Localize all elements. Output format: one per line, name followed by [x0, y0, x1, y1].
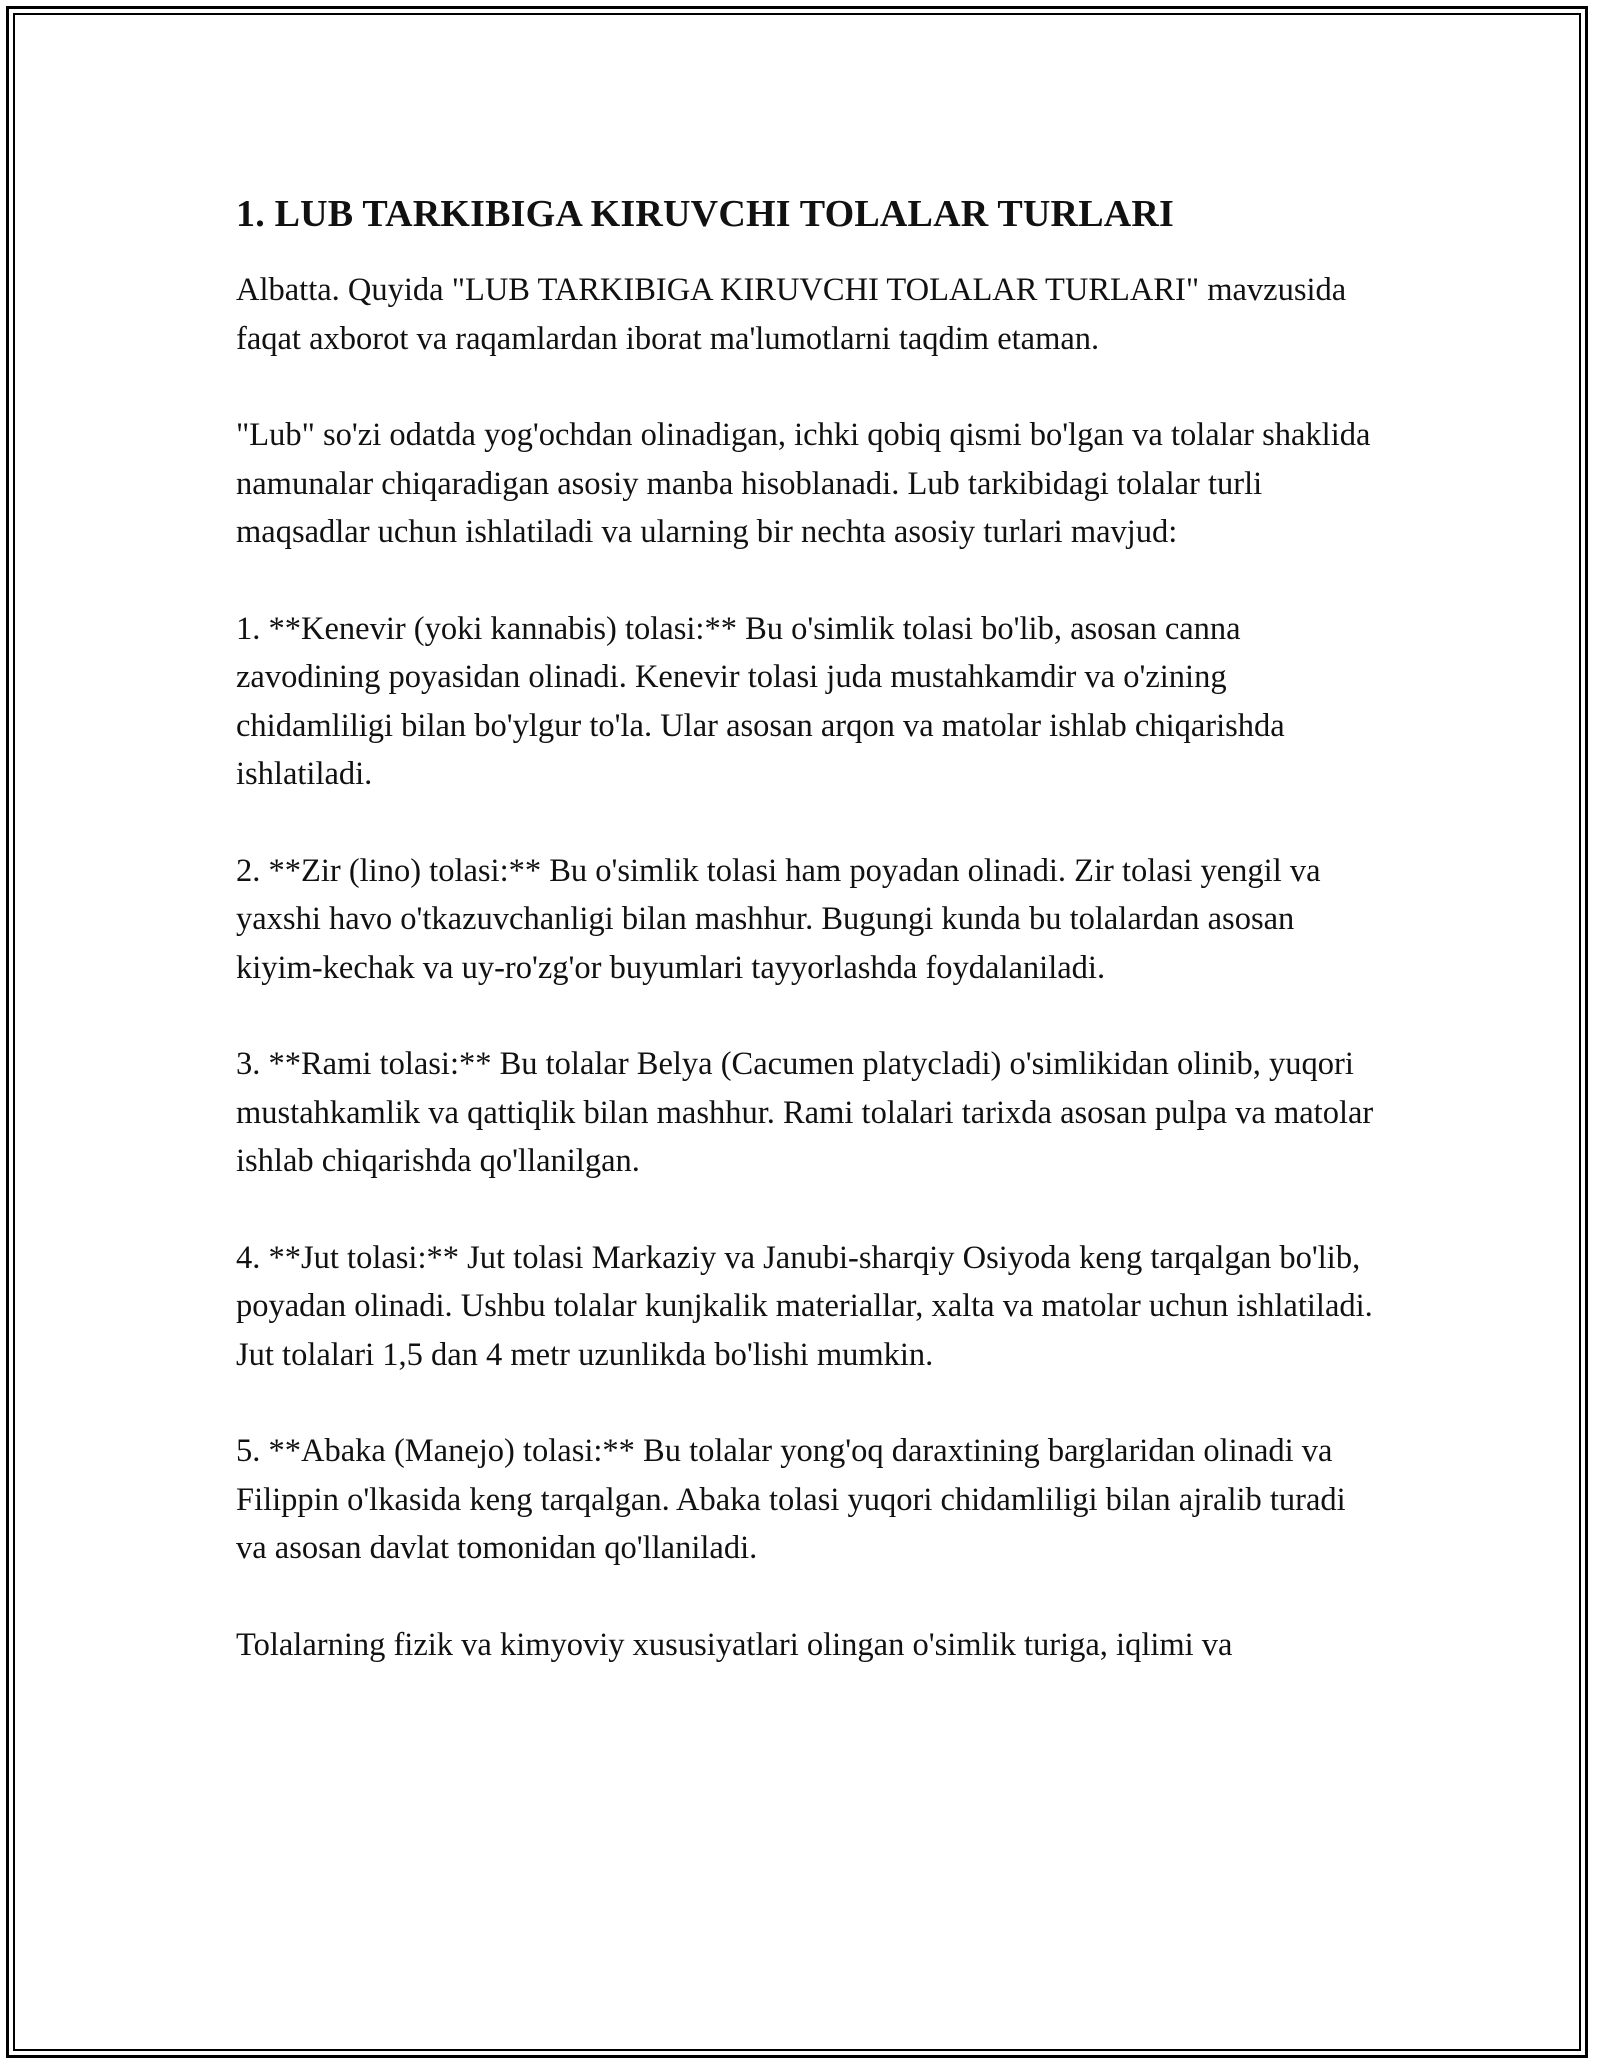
paragraph-lub-definition: "Lub" so'zi odatda yog'ochdan olinadigan, ichki qobiq qismi bo'lgan va tolalar shaklida namunalar chiqaradigan asosiy manba hisoblanadi. Lub tarkibidagi tolalar turli maqsadlar uchun ishlatiladi va ularning bir nechta asosiy turlari mavjud: — [236, 417, 1371, 550]
list-item-zir: 2. **Zir (lino) tolasi:** Bu o'simlik tolasi ham poyadan olinadi. Zir tolasi yengil va yaxshi havo o'tkazuvchanligi bilan mashhur. Bugungi kunda bu tolalardan asosan kiyim-kechak va uy-ro'zg'or buyumlari tayyorlashda foydalaniladi. — [236, 852, 1321, 986]
paragraph-closing: Tolalarning fizik va kimyoviy xususiyatlari olingan o'simlik turiga, iqlimi va — [236, 1626, 1233, 1663]
list-item-rami: 3. **Rami tolasi:** Bu tolalar Belya (Cacumen platycladi) o'simlikidan olinib, yuqori mustahkamlik va qattiqlik bilan mashhur. Rami tolalari tarixda asosan pulpa va matolar ishlab chiqarishda qo'llanilgan. — [236, 1046, 1374, 1179]
document-body — [236, 184, 1384, 1717]
document-title: 1. LUB TARKIBIGA KIRUVCHI TOLALAR TURLARI — [236, 193, 1175, 235]
list-item-jut: 4. **Jut tolasi:** Jut tolasi Markaziy va Janubi-sharqiy Osiyoda keng tarqalgan bo'lib, poyadan olinadi. Ushbu tolalar kunjkalik materiallar, xalta va matolar uchun ishlatiladi. Jut tolalari 1,5 dan 4 metr uzunlikda bo'lishi mumkin. — [236, 1239, 1373, 1373]
list-item-abaka: 5. **Abaka (Manejo) tolasi:** Bu tolalar yong'oq daraxtining barglaridan olinadi va Filippin o'lkasida keng tarqalgan. Abaka tolasi yuqori chidamliligi bilan ajralib turadi va asosan davlat tomonidan qo'llaniladi. — [236, 1433, 1346, 1566]
list-item-kenevir: 1. **Kenevir (yoki kannabis) tolasi:** Bu o'simlik tolasi bo'lib, asosan canna zavodining poyasidan olinadi. Kenevir tolasi juda mustahkamdir va o'zining chidamliligi bilan bo'ylgur to'la. Ular asosan arqon va matolar ishlab chiqarishda ishlatiladi. — [236, 610, 1285, 792]
paragraph-intro: Albatta. Quyida "LUB TARKIBIGA KIRUVCHI TOLALAR TURLARI" mavzusida faqat axborot va raqamlardan iborat ma'lumotlarni taqdim etaman. — [236, 272, 1347, 357]
